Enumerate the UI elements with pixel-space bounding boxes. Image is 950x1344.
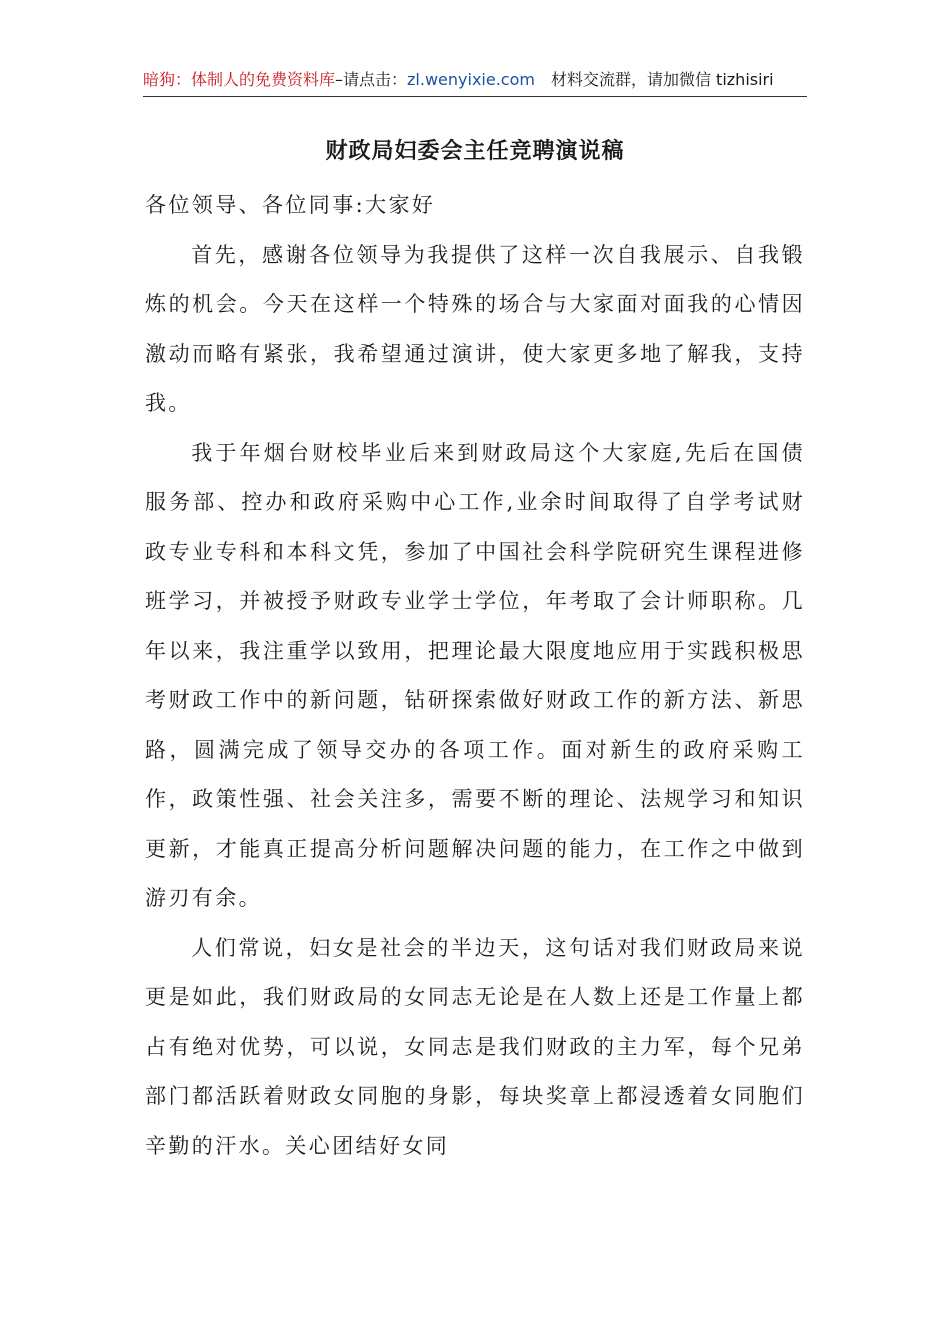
header-link[interactable]: zl.wenyixie.com [407, 70, 535, 89]
greeting: 各位领导、各位同事:大家好 [145, 193, 436, 217]
paragraph-2: 我于年烟台财校毕业后来到财政局这个大家庭,先后在国债服务部、控办和政府采购中心工作,业余时间取得了自学考试财政专业专科和本科文凭，参加了中国社会科学院研究生课程进修班学习，并被授予财政专业学士学位，年考取了会计师职称。几年以来，我注重学以致用，把理论最大限度地应用于实践积极思考财政工作中的新问题，钻研探索做好财政工作的新方法、新思路，圆满完成了领导交办的各项工作。面对新生的政府采购工作，政策性强、社会关注多，需要不断的理论、法规学习和知识更新，才能真正提高分析问题解决问题的能力，在工作之中做到游刃有余。 [145, 440, 805, 910]
header-brand: 暗狗：体制人的免费资料库 [143, 70, 336, 89]
document-title: 财政局妇委会主任竞聘演说稿 [325, 139, 625, 164]
header-divider [143, 96, 807, 97]
paragraph-1: 首先，感谢各位领导为我提供了这样一次自我展示、自我锻炼的机会。今天在这样一个特殊的场合与大家面对面我的心情因激动而略有紧张，我希望通过演讲，使大家更多地了解我，支持我。 [145, 242, 805, 415]
paragraph-3: 人们常说，妇女是社会的半边天，这句话对我们财政局来说更是如此，我们财政局的女同志无论是在人数上还是工作量上都占有绝对优势，可以说，女同志是我们财政的主力军，每个兄弟部门都活跃着财政女同胞的身影，每块奖章上都浸透着女同胞们辛勤的汗水。关心团结好女同 [145, 935, 805, 1158]
header-note: 材料交流群，请加微信 tizhisiri [550, 70, 774, 89]
header-separator: –请点击： [335, 70, 408, 89]
document-body [145, 181, 805, 1171]
page-header [143, 66, 807, 94]
